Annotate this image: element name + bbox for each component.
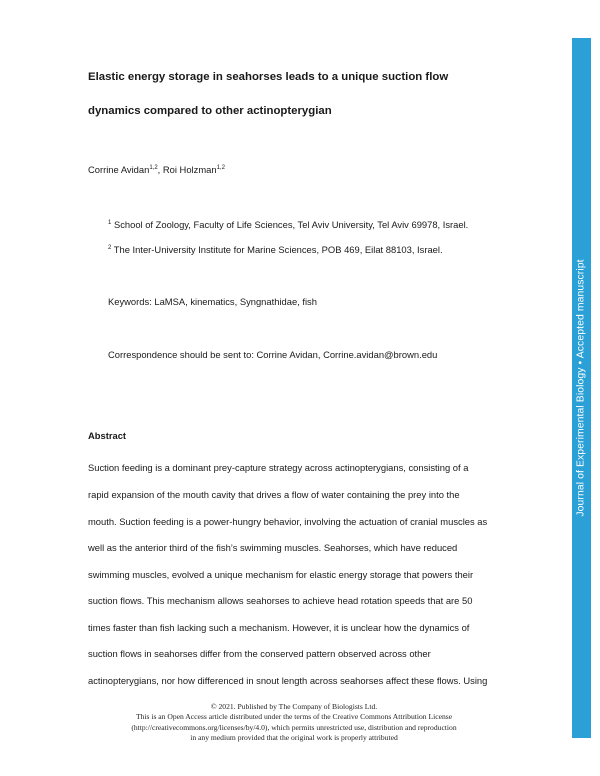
copyright-footer (88, 702, 500, 744)
abstract-line: Suction feeding is a dominant prey-capture strategy across actinopterygians, consisting of a (88, 462, 469, 473)
author-affiliation-marker: 1,2 (216, 165, 225, 171)
correspondence: Correspondence should be sent to: Corrine Avidan, Corrine.avidan@brown.edu (108, 349, 438, 360)
affiliation-1 (108, 219, 468, 230)
abstract-line: well as the anterior third of the fish’s swimming muscles. Seahorses, which have reduced (88, 542, 458, 553)
abstract-heading: Abstract (88, 430, 127, 441)
abstract-line: times faster than fish lacking such a mechanism. However, it is unclear how the dynamics of (88, 622, 470, 633)
author-name: Roi Holzman (162, 164, 217, 175)
affiliation-text: The Inter-University Institute for Marine Sciences, POB 469, Eilat 88103, Israel. (111, 244, 443, 255)
abstract-line: actinopterygians, nor how differenced in snout length across seahorses affect these flows. Using (88, 675, 488, 686)
paper-title-line-1: Elastic energy storage in seahorses leads to a unique suction flow (88, 71, 449, 83)
abstract-line: mouth. Suction feeding is a power-hungry behavior, involving the actuation of cranial muscles as (88, 516, 488, 527)
affiliation-text: School of Zoology, Faculty of Life Sciences, Tel Aviv University, Tel Aviv 69978, Israel. (111, 219, 469, 230)
footer-line: in any medium provided that the original work is properly attributed (190, 733, 398, 743)
paper-title-line-2: dynamics compared to other actinopterygian (88, 105, 332, 117)
footer-line: (http://creativecommons.org/licenses/by/4.0), which permits unrestricted use, distribution and reproduction (131, 722, 457, 732)
author-separator: , (157, 164, 163, 175)
abstract-line: swimming muscles, evolved a unique mechanism for elastic energy storage that powers their (88, 569, 474, 580)
keywords: Keywords: LaMSA, kinematics, Syngnathidae, fish (108, 296, 317, 307)
footer-line: © 2021. Published by The Company of Biologists Ltd. (210, 702, 378, 711)
abstract-line: suction flows. This mechanism allows seahorses to achieve head rotation speeds that are 50 (88, 595, 473, 606)
affiliation-2 (108, 244, 443, 255)
abstract-line: suction flows in seahorses differ from the conserved pattern observed across other (88, 648, 431, 659)
author-name: Corrine Avidan (88, 164, 150, 175)
affiliation-marker: 2 (108, 245, 112, 251)
abstract-line: rapid expansion of the mouth cavity that drives a flow of water containing the prey into the (88, 489, 460, 500)
affiliation-marker: 1 (108, 220, 112, 226)
journal-side-banner-text: Journal of Experimental Biology • Accepted manuscript (575, 259, 587, 517)
footer-line: This is an Open Access article distributed under the terms of the Creative Commons Attribution License (135, 712, 453, 722)
author-list (88, 164, 225, 175)
author-affiliation-marker: 1,2 (149, 165, 158, 171)
